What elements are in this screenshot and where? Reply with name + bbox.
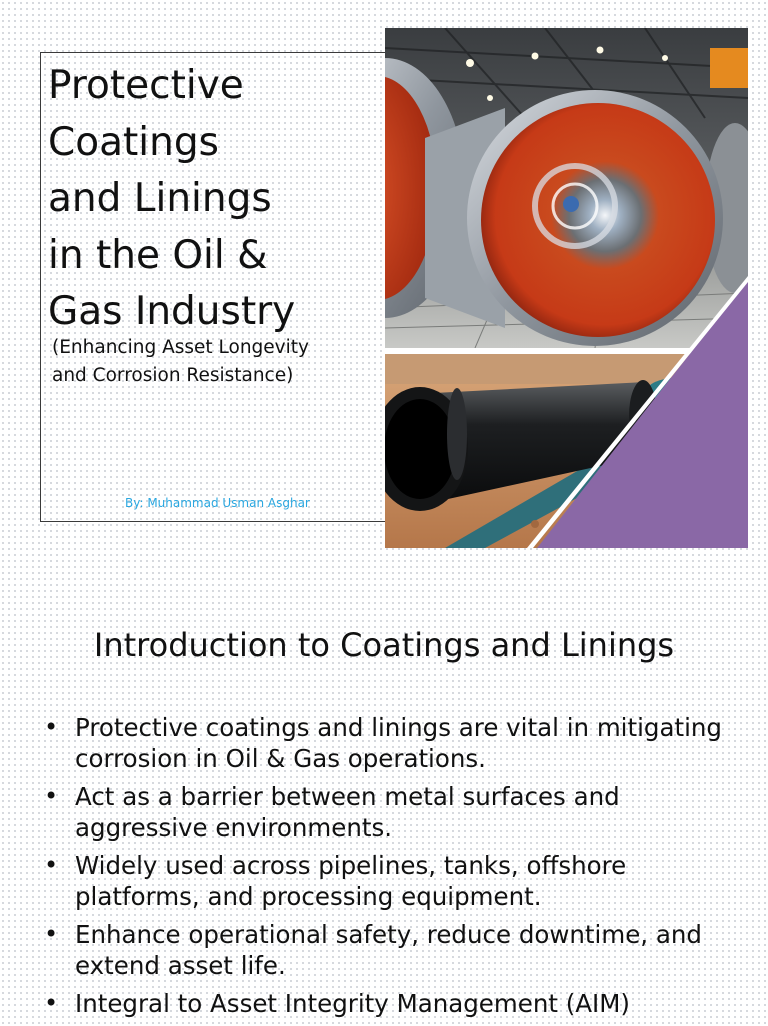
bullet-item: • Enhance operational safety, reduce downtime, and extend asset life. xyxy=(44,919,734,981)
cover-title: Protective Coatings and Linings in the Oil & Gas Industry xyxy=(48,63,296,334)
pipeline-photo xyxy=(385,354,748,548)
bullet-list xyxy=(44,712,734,1026)
cover-subtitle: (Enhancing Asset Longevity and Corrosion Resistance) xyxy=(52,337,309,386)
cover-photos xyxy=(385,28,748,548)
section-title: Introduction to Coatings and Linings xyxy=(93,626,675,664)
bullet-item: • Widely used across pipelines, tanks, offshore platforms, and processing equipment. xyxy=(44,850,734,912)
coated-pipes-photo xyxy=(385,28,748,348)
bullet-item: • Integral to Asset Integrity Management (AIM) xyxy=(44,988,734,1019)
bullet-item: • Protective coatings and linings are vital in mitigating corrosion in Oil & Gas operations. xyxy=(44,712,734,774)
author-credit: By: Muhammad Usman Asghar xyxy=(125,496,310,510)
bullet-item: • Act as a barrier between metal surfaces and aggressive environments. xyxy=(44,781,734,843)
